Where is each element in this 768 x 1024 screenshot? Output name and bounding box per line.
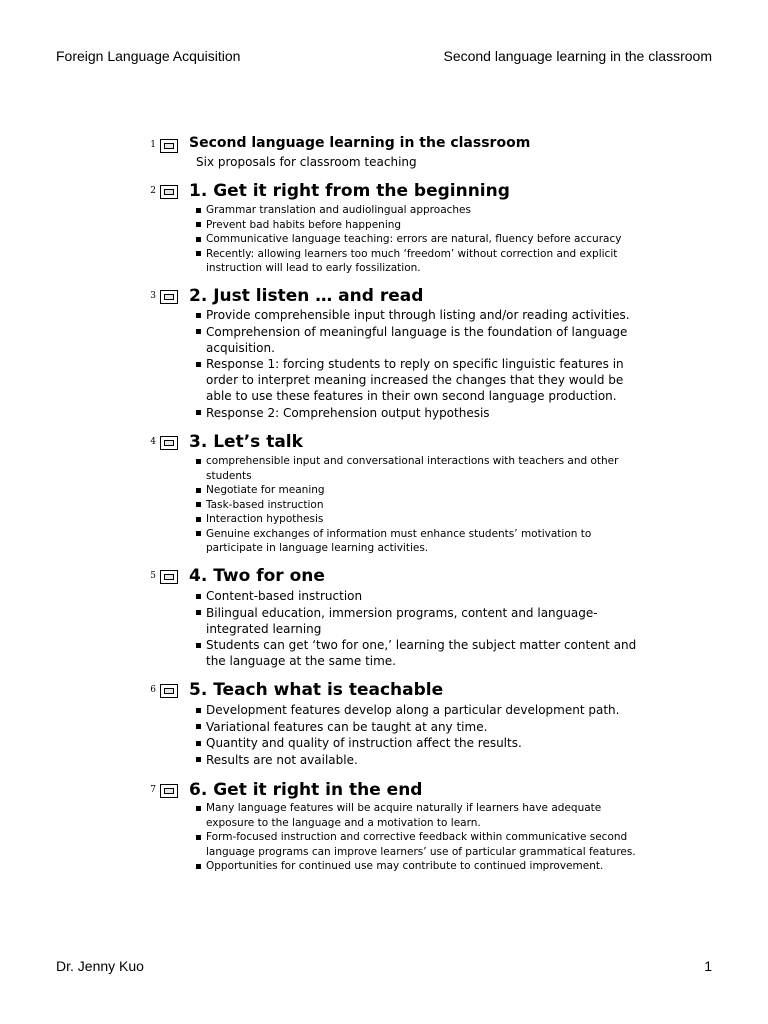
list-item: Variational features can be taught at any time. [196,719,646,735]
list-item: Opportunities for continued use may contribute to continued improvement. [196,859,646,874]
slide-icon[interactable] [160,139,178,153]
slide-icon[interactable] [160,784,178,798]
slide-icon[interactable] [160,290,178,304]
list-item: Prevent bad habits before happening [196,218,646,233]
slide-number: 6 [150,685,156,695]
slide-number: 3 [150,291,156,301]
list-item: Genuine exchanges of information must enhance students’ motivation to participate in language learning activities. [196,527,646,556]
list-item: Students can get ‘two for one,’ learning the subject matter content and the language at the same time. [196,637,646,669]
slide-icon[interactable] [160,570,178,584]
bullet-list [196,801,646,874]
slide-subtitle: Six proposals for classroom teaching [196,155,417,169]
slide-title: 6. Get it right in the end [189,780,423,800]
slide-number: 2 [150,186,156,196]
list-item: Recently: allowing learners too much ‘freedom’ without correction and explicit instruction will lead to early fossilization. [196,247,646,276]
slide-title: 5. Teach what is teachable [189,680,444,700]
list-item: comprehensible input and conversational interactions with teachers and other students [196,454,646,483]
list-item: Negotiate for meaning [196,483,646,498]
slide-title: 4. Two for one [189,566,325,586]
slide-icon[interactable] [160,185,178,199]
list-item: Comprehension of meaningful language is the foundation of language acquisition. [196,324,646,356]
slide-number: 1 [150,140,156,150]
slide-number: 7 [150,785,156,795]
list-item: Many language features will be acquire naturally if learners have adequate exposure to the language and a motivation to learn. [196,801,646,830]
slide-title: 2. Just listen … and read [189,286,424,306]
list-item: Provide comprehensible input through listing and/or reading activities. [196,307,646,323]
list-item: Quantity and quality of instruction affect the results. [196,735,646,751]
slide-title: 1. Get it right from the beginning [189,181,510,201]
list-item: Content-based instruction [196,588,646,604]
list-item: Bilingual education, immersion programs, content and language-integrated learning [196,605,646,637]
header-lecture-title: Second language learning in the classroom [443,48,712,64]
list-item: Communicative language teaching: errors are natural, fluency before accuracy [196,232,646,247]
slide-icon[interactable] [160,436,178,450]
footer-author: Dr. Jenny Kuo [56,958,144,974]
bullet-list [196,454,646,556]
header-course-title: Foreign Language Acquisition [56,48,241,64]
list-item: Response 1: forcing students to reply on specific linguistic features in order to interpret meaning increased the changes that they would be able to use these features in their own second language production. [196,356,646,404]
list-item: Development features develop along a particular development path. [196,702,646,718]
list-item: Response 2: Comprehension output hypothesis [196,405,646,421]
slide-title: 3. Let’s talk [189,432,303,452]
slide-icon[interactable] [160,684,178,698]
list-item: Results are not available. [196,752,646,768]
list-item: Form-focused instruction and corrective feedback within communicative second language programs can improve learners’ use of particular grammatical features. [196,830,646,859]
list-item: Interaction hypothesis [196,512,646,527]
page-number: 1 [704,958,712,974]
bullet-list [196,702,646,768]
list-item: Task-based instruction [196,498,646,513]
bullet-list [196,203,646,276]
bullet-list [196,307,646,421]
slide-title: Second language learning in the classroom [189,135,531,151]
slide-number: 5 [150,571,156,581]
slide-number: 4 [150,437,156,447]
bullet-list [196,588,646,670]
list-item: Grammar translation and audiolingual approaches [196,203,646,218]
